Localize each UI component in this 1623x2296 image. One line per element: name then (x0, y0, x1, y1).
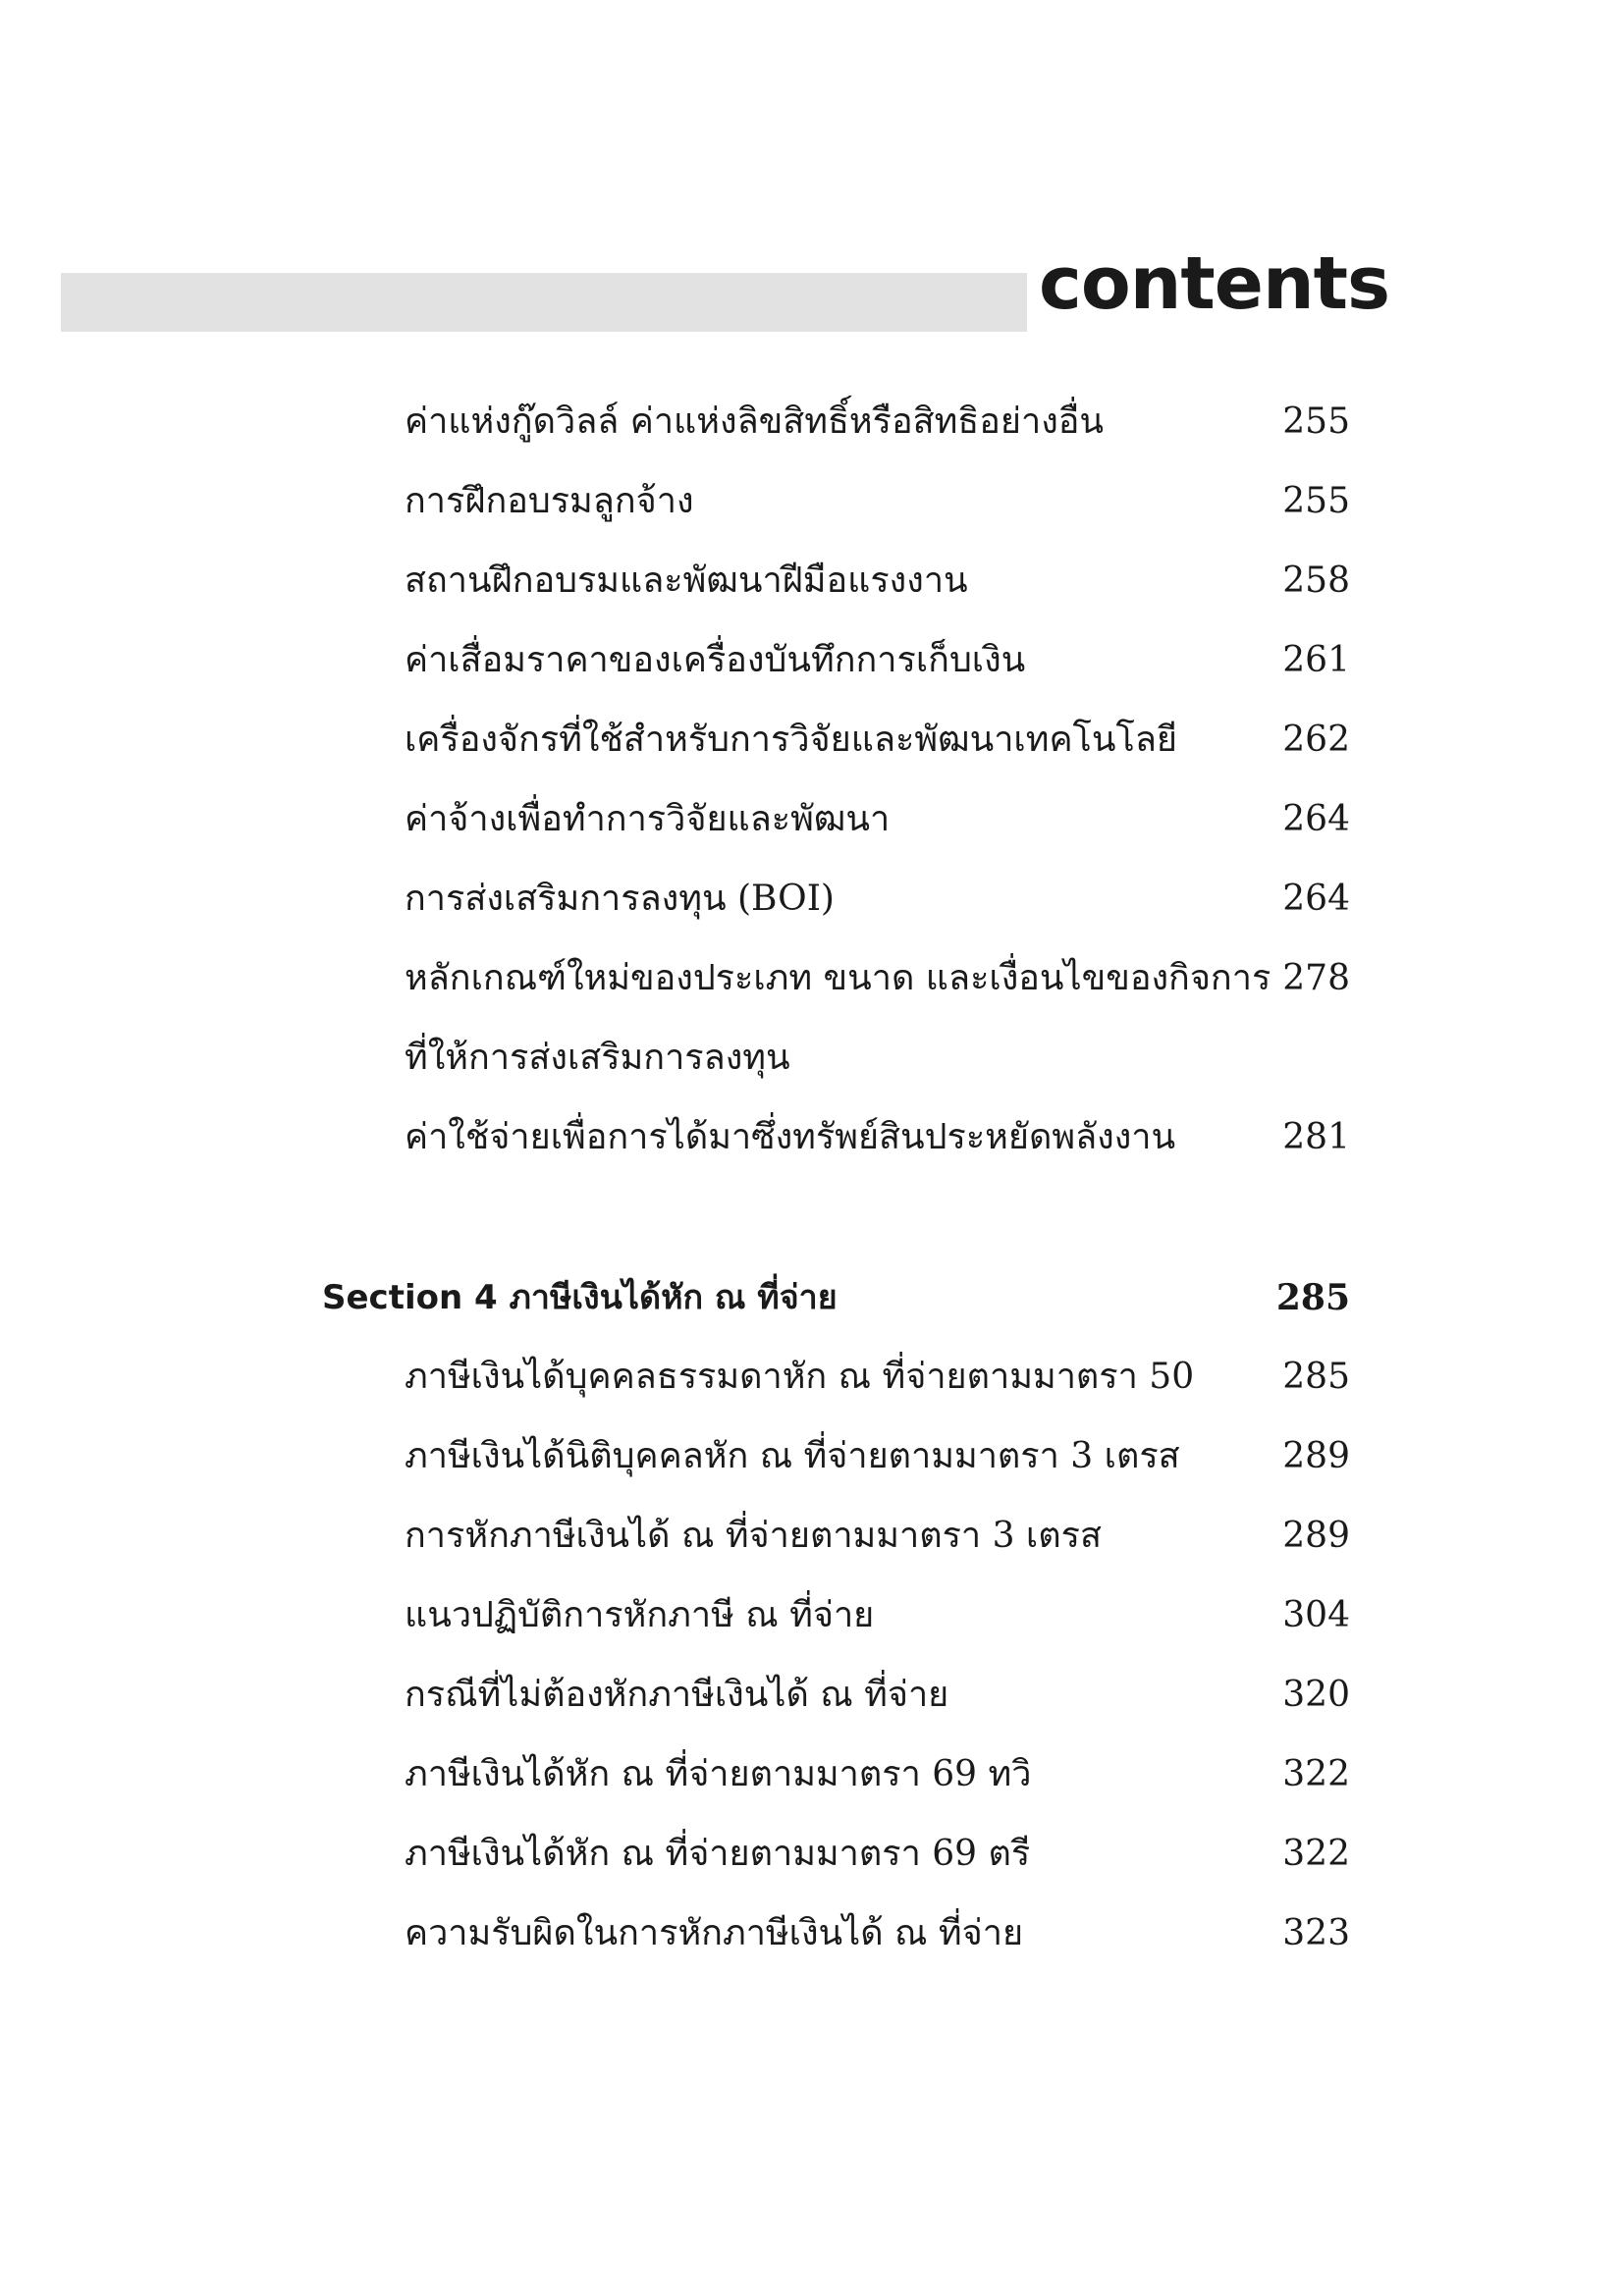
toc-entry-label: สถานฝึกอบรมและพัฒนาฝีมือแรงงาน (405, 561, 968, 601)
toc-entry-page: 262 (1282, 720, 1350, 760)
toc-entry-label: ภาษีเงินได้หัก ณ ที่จ่ายตามมาตรา 69 ตรี (405, 1834, 1031, 1874)
toc-entry-page: 281 (1282, 1117, 1350, 1157)
toc-entry[interactable] (0, 790, 1623, 849)
toc-entry[interactable] (0, 949, 1623, 1008)
toc-entry-label: หลักเกณฑ์ใหม่ของประเภท ขนาด และเงื่อนไขของกิจการ (405, 958, 1271, 998)
header-bar (61, 273, 1027, 332)
toc-entry-label: เครื่องจักรที่ใช้สำหรับการวิจัยและพัฒนาเทคโนโลยี (405, 720, 1177, 760)
toc-entry-page: 322 (1282, 1754, 1350, 1794)
toc-entry-page: 320 (1282, 1675, 1350, 1715)
toc-entry-label: ค่าเสื่อมราคาของเครื่องบันทึกการเก็บเงิน (405, 640, 1026, 680)
toc-entry[interactable] (0, 1825, 1623, 1884)
toc-entry-page: 278 (1282, 958, 1350, 998)
toc-entry-label: แนวปฏิบัติการหักภาษี ณ ที่จ่าย (405, 1595, 875, 1635)
toc-entry-page: 304 (1282, 1595, 1350, 1635)
toc-entry-page: 255 (1282, 481, 1350, 521)
toc-entry-label: ภาษีเงินได้หัก ณ ที่จ่ายตามมาตรา 69 ทวิ (405, 1754, 1032, 1794)
toc-entry-page: 261 (1282, 640, 1350, 680)
toc-entry[interactable] (0, 1108, 1623, 1167)
toc-entry-page: 264 (1282, 879, 1350, 919)
toc-entry-label: การหักภาษีเงินได้ ณ ที่จ่ายตามมาตรา 3 เตรส (405, 1516, 1102, 1556)
toc-entry-page: 323 (1282, 1913, 1350, 1953)
toc-entry-label: การฝึกอบรมลูกจ้าง (405, 481, 694, 521)
toc-entry[interactable] (0, 870, 1623, 929)
toc-entry[interactable] (0, 1745, 1623, 1804)
toc-entry-label: ค่าใช้จ่ายเพื่อการได้มาซึ่งทรัพย์สินประหยัดพลังงาน (405, 1117, 1176, 1157)
toc-entry-continuation (0, 1029, 1623, 1088)
toc-entry-label: ภาษีเงินได้บุคคลธรรมดาหัก ณ ที่จ่ายตามมาตรา 50 (405, 1357, 1195, 1397)
toc-entry[interactable] (0, 1586, 1623, 1645)
toc-entry[interactable] (0, 552, 1623, 611)
toc-entry-page: 285 (1282, 1357, 1350, 1397)
toc-entry[interactable] (0, 631, 1623, 690)
toc-entry-page: 289 (1282, 1436, 1350, 1476)
toc-entry[interactable] (0, 472, 1623, 531)
toc-entry-page: 322 (1282, 1834, 1350, 1874)
toc-entry[interactable] (0, 1666, 1623, 1725)
toc-entry-page: 255 (1282, 401, 1350, 442)
toc-entry[interactable] (0, 1507, 1623, 1566)
toc-entry-label: กรณีที่ไม่ต้องหักภาษีเงินได้ ณ ที่จ่าย (405, 1675, 949, 1715)
toc-entry-label: ค่าแห่งกู๊ดวิลล์ ค่าแห่งลิขสิทธิ์หรือสิทธิอย่างอื่น (405, 401, 1105, 442)
toc-entry-label: ความรับผิดในการหักภาษีเงินได้ ณ ที่จ่าย (405, 1913, 1024, 1953)
toc-entry[interactable] (0, 711, 1623, 770)
section-page: 285 (1275, 1277, 1350, 1318)
toc-section-heading[interactable] (0, 1268, 1623, 1327)
toc-entry-label: ที่ให้การส่งเสริมการลงทุน (405, 1038, 790, 1078)
toc-entry[interactable] (0, 1427, 1623, 1486)
toc-entry[interactable] (0, 1904, 1623, 1963)
toc-entry-page: 258 (1282, 561, 1350, 601)
page-title: contents (1039, 241, 1390, 326)
toc-entry-label: ค่าจ้างเพื่อทำการวิจัยและพัฒนา (405, 799, 891, 839)
toc-entry[interactable] (0, 393, 1623, 452)
toc-entry[interactable] (0, 1348, 1623, 1407)
section-label: Section 4 ภาษีเงินได้หัก ณ ที่จ่าย (322, 1278, 838, 1317)
toc-entry-label: การส่งเสริมการลงทุน (BOI) (405, 879, 835, 919)
toc-entry-page: 264 (1282, 799, 1350, 839)
toc-entry-page: 289 (1282, 1516, 1350, 1556)
toc-entry-label: ภาษีเงินได้นิติบุคคลหัก ณ ที่จ่ายตามมาตรา 3 เตรส (405, 1436, 1180, 1476)
